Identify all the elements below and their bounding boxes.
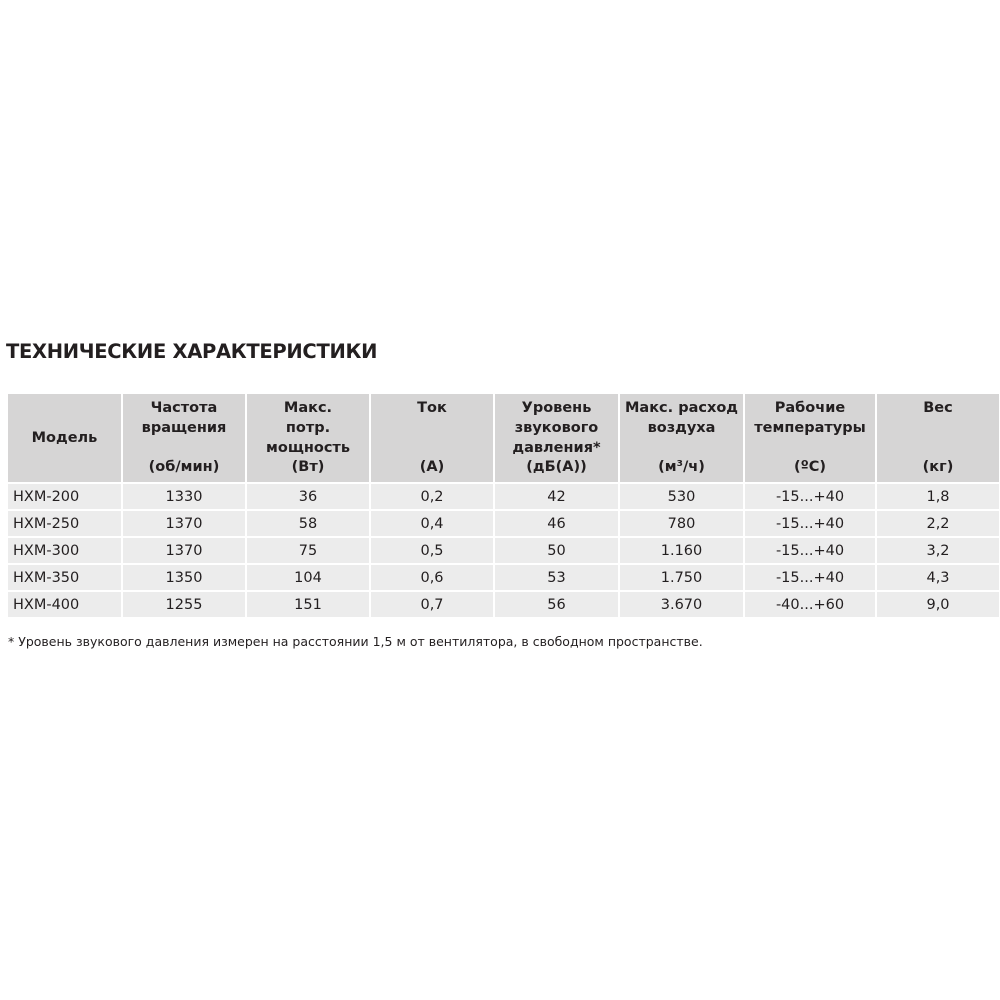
cell-rotation-speed: 1370 [123,511,245,536]
cell-max-power: 104 [247,565,369,590]
header-unit: (кг) [922,459,954,475]
header-unit: (Вт) [291,459,325,475]
cell-sound-pressure: 46 [495,511,618,536]
cell-model: HXM-250 [8,511,121,536]
cell-max-power: 58 [247,511,369,536]
header-label: Макс. расход воздуха [625,400,738,436]
page-title: ТЕХНИЧЕСКИЕ ХАРАКТЕРИСТИКИ [6,340,378,363]
cell-rotation-speed: 1330 [123,484,245,509]
cell-max-power: 151 [247,592,369,617]
cell-operating-temperature: -15...+40 [745,484,875,509]
header-model [8,394,121,482]
cell-weight: 3,2 [877,538,999,563]
header-unit: (м³/ч) [658,459,705,475]
header-current [371,394,493,482]
header-operating-temperature [745,394,875,482]
cell-model: HXM-300 [8,538,121,563]
cell-max-airflow: 1.750 [620,565,743,590]
header-unit: (ºC) [793,459,827,475]
cell-max-airflow: 3.670 [620,592,743,617]
cell-rotation-speed: 1370 [123,538,245,563]
cell-operating-temperature: -40...+60 [745,592,875,617]
cell-sound-pressure: 50 [495,538,618,563]
cell-model: HXM-200 [8,484,121,509]
cell-weight: 1,8 [877,484,999,509]
cell-weight: 2,2 [877,511,999,536]
cell-operating-temperature: -15...+40 [745,565,875,590]
header-rotation-speed [123,394,245,482]
header-unit: (дБ(А)) [526,459,587,475]
header-label: Рабочие температуры [754,400,866,436]
cell-max-power: 36 [247,484,369,509]
table-row [8,538,999,563]
cell-weight: 9,0 [877,592,999,617]
header-label: Вес [923,400,953,416]
header-max-power [247,394,369,482]
table-header-row [8,394,999,482]
table-row [8,484,999,509]
cell-operating-temperature: -15...+40 [745,538,875,563]
cell-weight: 4,3 [877,565,999,590]
cell-current: 0,5 [371,538,493,563]
cell-operating-temperature: -15...+40 [745,511,875,536]
cell-current: 0,7 [371,592,493,617]
cell-model: HXM-400 [8,592,121,617]
cell-sound-pressure: 42 [495,484,618,509]
cell-rotation-speed: 1350 [123,565,245,590]
cell-max-airflow: 780 [620,511,743,536]
table-row [8,592,999,617]
header-label: Макс. потр. мощность [266,400,350,456]
cell-current: 0,2 [371,484,493,509]
header-unit: (А) [419,459,445,475]
header-max-airflow [620,394,743,482]
header-label: Уровень звукового давления* [512,400,601,456]
header-weight [877,394,999,482]
footnote: * Уровень звукового давления измерен на расстоянии 1,5 м от вентилятора, в свободном пространстве. [8,634,703,649]
header-unit: (об/мин) [148,459,220,475]
header-label: Модель [31,430,98,446]
table-row [8,565,999,590]
cell-sound-pressure: 53 [495,565,618,590]
cell-sound-pressure: 56 [495,592,618,617]
cell-max-power: 75 [247,538,369,563]
header-label: Частота вращения [141,400,227,436]
cell-rotation-speed: 1255 [123,592,245,617]
specifications-table [6,392,1000,619]
cell-current: 0,6 [371,565,493,590]
cell-current: 0,4 [371,511,493,536]
header-sound-pressure [495,394,618,482]
cell-max-airflow: 1.160 [620,538,743,563]
header-label: Ток [417,400,447,416]
cell-max-airflow: 530 [620,484,743,509]
table-row [8,511,999,536]
cell-model: HXM-350 [8,565,121,590]
